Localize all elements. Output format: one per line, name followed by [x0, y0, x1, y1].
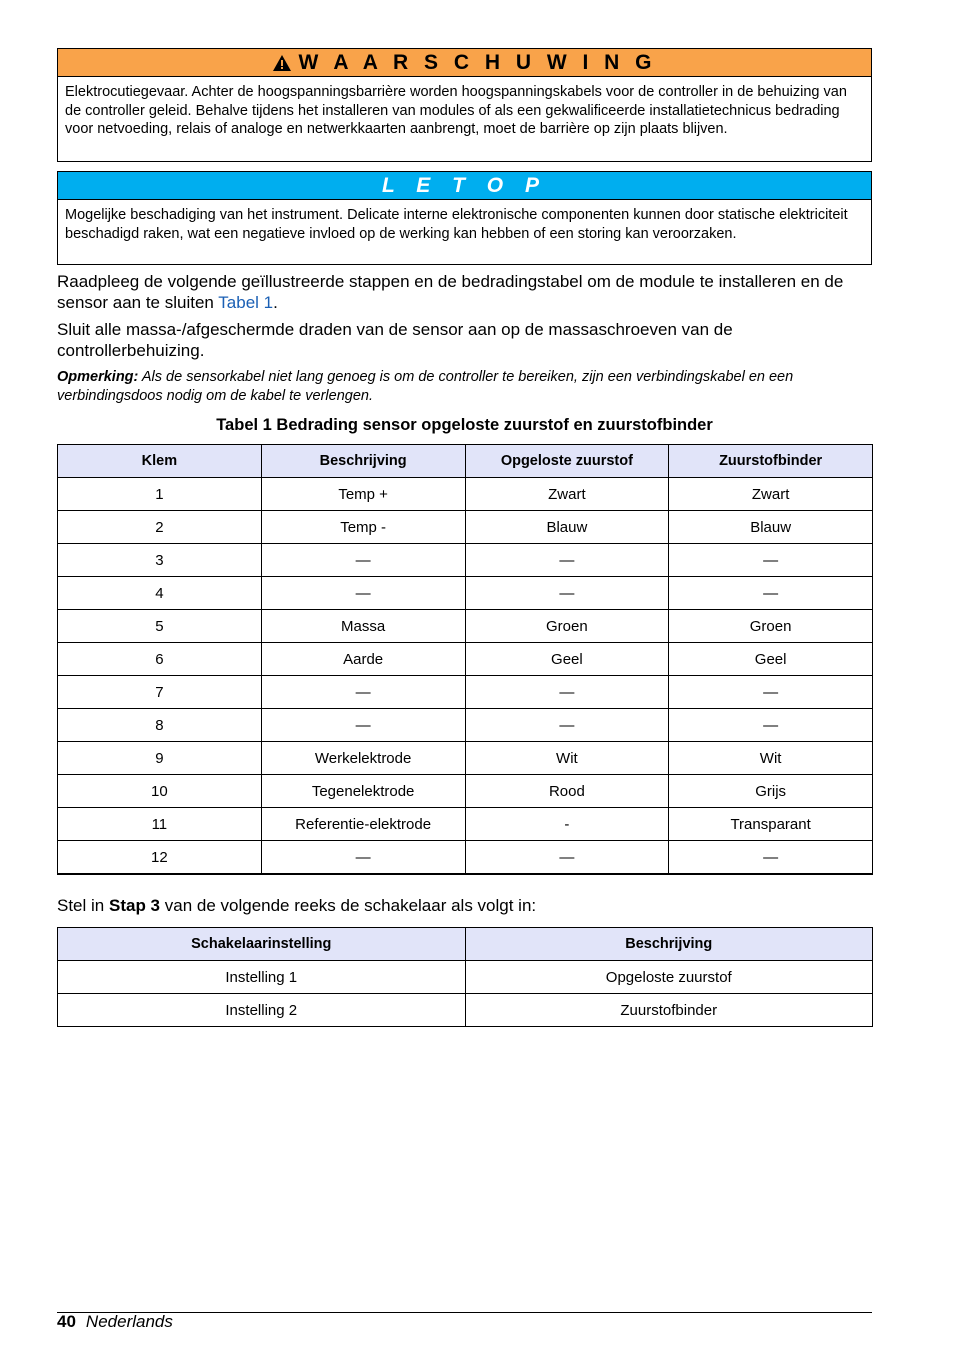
table-row [58, 742, 873, 775]
table-row [58, 610, 873, 643]
table-cell: 1 [58, 478, 262, 511]
table-cell: Tegenelektrode [261, 775, 465, 808]
table-cell: Massa [261, 610, 465, 643]
table-cell: Groen [465, 610, 669, 643]
step-label: Stap 3 [108, 896, 161, 915]
table-row [58, 544, 873, 577]
column-header: Opgeloste zuurstof [465, 445, 669, 478]
table-cell: Temp - [261, 511, 465, 544]
table-cell: Geel [465, 643, 669, 676]
table-header-row [58, 445, 873, 478]
table-cell: — [669, 577, 873, 610]
table-cell: 11 [58, 808, 262, 841]
column-header: Klem [58, 445, 262, 478]
table-cell: Instelling 2 [58, 994, 466, 1027]
table-header-row [58, 928, 873, 961]
table-link[interactable]: Tabel 1 [218, 293, 274, 312]
column-header: Zuurstofbinder [669, 445, 873, 478]
table-cell: Aarde [261, 643, 465, 676]
table-cell: Temp + [261, 478, 465, 511]
table-cell: Groen [669, 610, 873, 643]
note-text: Als de sensorkabel niet lang genoeg is om de controller te bereiken, zijn een verbindingskabel en een verbindingsdoos nodig om de kabel te verlengen. [57, 369, 794, 404]
table-cell: — [465, 544, 669, 577]
table-cell: 7 [58, 676, 262, 709]
intro-paragraph [57, 271, 872, 313]
table-cell: - [465, 808, 669, 841]
table-cell: 4 [58, 577, 262, 610]
table-row [58, 775, 873, 808]
page-number: 40 [57, 1312, 76, 1331]
table-row [58, 643, 873, 676]
wiring-table [57, 444, 873, 875]
table-cell: Zwart [669, 478, 873, 511]
table-row [58, 994, 873, 1027]
column-header: Schakelaarinstelling [58, 928, 466, 961]
column-header: Beschrijving [261, 445, 465, 478]
table-cell: Zwart [465, 478, 669, 511]
table-cell: Instelling 1 [58, 961, 466, 994]
table-cell: Opgeloste zuurstof [465, 961, 873, 994]
table-row [58, 478, 873, 511]
table-cell: 9 [58, 742, 262, 775]
table-cell: 3 [58, 544, 262, 577]
footer-divider [57, 1312, 872, 1313]
table-cell: 6 [58, 643, 262, 676]
warning-text: Elektrocutiegevaar. Achter de hoogspanningsbarrière worden hoogspanningskabels voor de controller in de behuizing van de controller geleid. Behalve tijdens het installeren van modules of als een gekwalificeerde installatietechnicus bedrading voor netvoeding, relais of analoge en netwerkkaarten aanbrengt, moet de barrière op zijn plaats blijven. [65, 84, 847, 137]
switch-table [57, 927, 873, 1027]
table-row [58, 676, 873, 709]
table-cell: 12 [58, 841, 262, 875]
table-cell: Wit [465, 742, 669, 775]
table-cell: 2 [58, 511, 262, 544]
table-cell: Grijs [669, 775, 873, 808]
note-paragraph [57, 368, 872, 405]
table-cell: 8 [58, 709, 262, 742]
switch-pre: Stel in [57, 896, 109, 915]
table-cell: 5 [58, 610, 262, 643]
table-cell: Rood [465, 775, 669, 808]
table-cell: Referentie-elektrode [261, 808, 465, 841]
table-cell: — [465, 709, 669, 742]
table-cell: — [261, 841, 465, 875]
table-cell: Blauw [669, 511, 873, 544]
table-cell: — [465, 577, 669, 610]
table-cell: — [669, 709, 873, 742]
table-cell: Werkelektrode [261, 742, 465, 775]
ground-paragraph: Sluit alle massa-/afgeschermde draden van de sensor aan op de massaschroeven van de controllerbehuizing. [57, 320, 733, 360]
table-cell: — [261, 544, 465, 577]
table-row [58, 808, 873, 841]
intro-end: . [273, 293, 278, 312]
table-caption: Tabel 1 Bedrading sensor opgeloste zuurstof en zuurstofbinder [216, 416, 713, 434]
table-cell: Wit [669, 742, 873, 775]
column-header: Beschrijving [465, 928, 873, 961]
switch-post: van de volgende reeks de schakelaar als volgt in: [160, 896, 537, 915]
footer-language: Nederlands [85, 1312, 173, 1331]
table-cell: — [261, 577, 465, 610]
footer [57, 1312, 173, 1332]
table-cell: — [669, 841, 873, 875]
table-cell: Geel [669, 643, 873, 676]
warning-box [57, 48, 872, 162]
table-cell: Blauw [465, 511, 669, 544]
table-cell: 10 [58, 775, 262, 808]
table-cell: — [669, 544, 873, 577]
table-row [58, 511, 873, 544]
table-cell: Zuurstofbinder [465, 994, 873, 1027]
table-row [58, 709, 873, 742]
warning-header [58, 49, 871, 77]
table-row [58, 961, 873, 994]
switch-paragraph [57, 895, 872, 916]
table-cell: — [465, 676, 669, 709]
table-cell: Transparant [669, 808, 873, 841]
table-cell: — [261, 676, 465, 709]
table-row [58, 841, 873, 875]
table-cell: — [465, 841, 669, 875]
note-label: Opmerking: [57, 369, 139, 385]
notice-text: Mogelijke beschadiging van het instrument. Delicate interne elektronische componenten kunnen door statische elektriciteit beschadigd raken, wat een negatieve invloed op de werking kan hebben of een storing kan veroorzaken. [65, 207, 848, 242]
table-cell: — [261, 709, 465, 742]
notice-box [57, 171, 872, 265]
warning-triangle-icon [272, 54, 292, 72]
table-cell: — [669, 676, 873, 709]
warning-title: W A A R S C H U W I N G [298, 50, 657, 74]
intro-text: Raadpleeg de volgende geïllustreerde stappen en de bedradingstabel om de module te installeren en de sensor aan te sluiten [57, 272, 844, 312]
notice-header: L E T O P [58, 172, 871, 200]
table-row [58, 577, 873, 610]
